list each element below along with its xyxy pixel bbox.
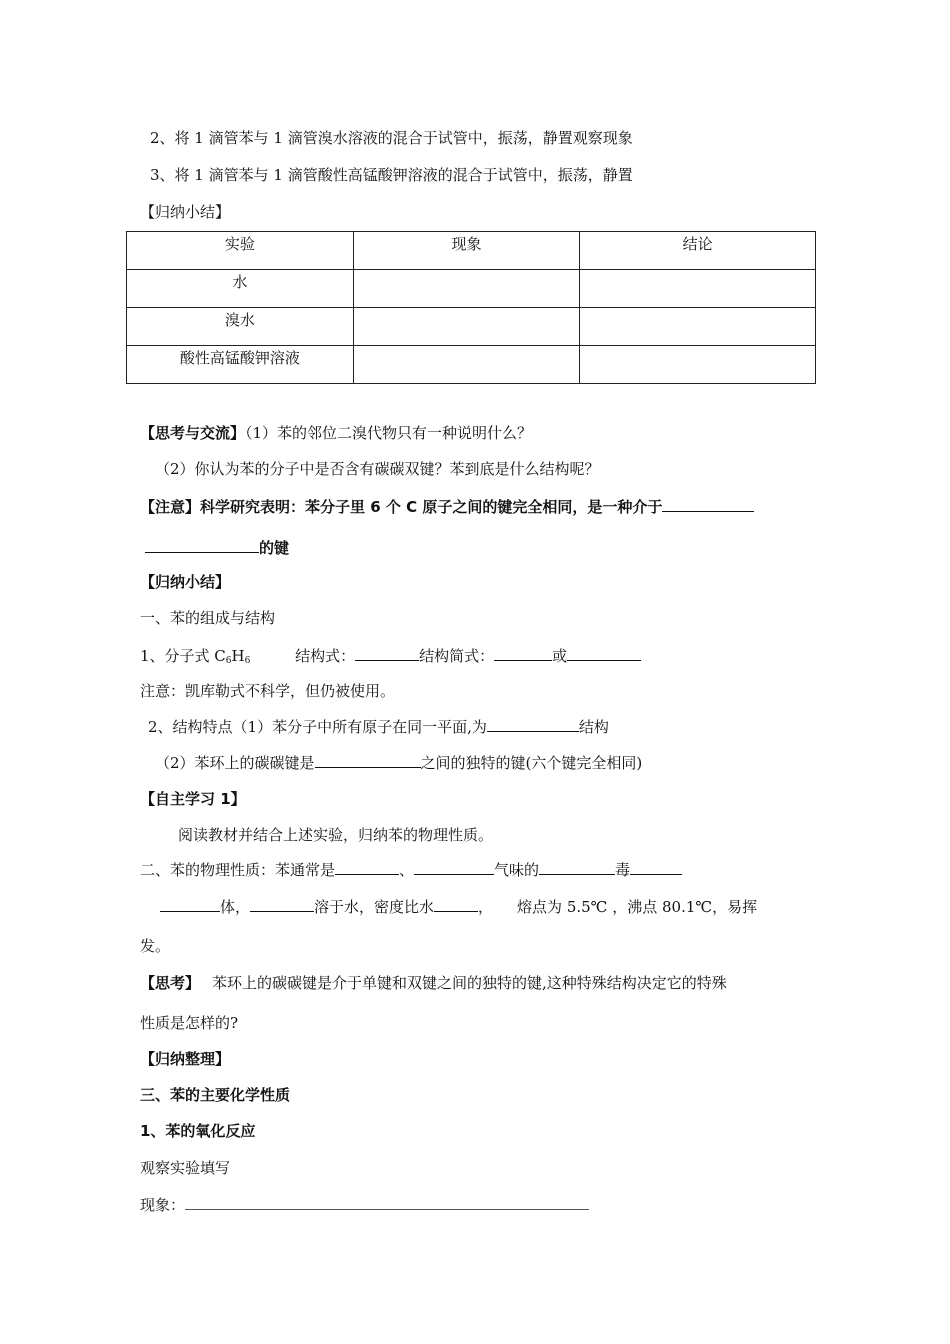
phenomenon-blank[interactable]	[185, 1194, 589, 1210]
kekule-notice: 注意：凯库勒式不科学，但仍被使用。	[140, 682, 396, 700]
organize-heading: 【归纳整理】	[140, 1050, 231, 1068]
note-tail: 的键	[259, 539, 290, 557]
think-line-1	[140, 973, 727, 993]
structural-formula-label: 结构式：	[295, 647, 356, 665]
table-cell[interactable]	[353, 346, 580, 384]
self-study-heading: 【自主学习 1】	[140, 790, 246, 808]
table-header-cell: 现象	[353, 232, 580, 270]
table-cell: 酸性高锰酸钾溶液	[127, 346, 354, 384]
phenomenon-line	[140, 1194, 589, 1215]
table-header-cell: 实验	[127, 232, 354, 270]
formula-h: H	[231, 647, 245, 665]
note-line	[140, 496, 754, 517]
physical-properties-line-3: 发。	[140, 937, 171, 955]
smell-blank[interactable]	[414, 859, 494, 875]
think-label: 【思考】	[140, 974, 201, 992]
think-exchange-question-1: （1）苯的邻位二溴代物只有一种说明什么？	[245, 424, 533, 442]
section-3-title: 三、苯的主要化学性质	[140, 1086, 291, 1104]
note-text: 科学研究表明：苯分子里 6 个 C 原子之间的键完全相同，是一种介于	[200, 498, 663, 516]
feature-2-blank[interactable]	[315, 752, 421, 768]
state-blank-2[interactable]	[160, 896, 220, 912]
feature-1-tail: 结构	[578, 718, 609, 736]
experiment-step-2: 2、将 1 滴管苯与 1 滴管溴水溶液的混合于试管中，振荡，静置观察现象	[150, 129, 633, 147]
think-exchange-label: 【思考与交流】	[140, 424, 246, 442]
feature-1-text: 2、结构特点（1）苯分子中所有原子在同一平面,为	[148, 718, 487, 736]
simple-formula-label: 结构简式：	[419, 647, 495, 665]
summary-heading: 【归纳小结】	[140, 203, 231, 221]
simple-formula-blank-1[interactable]	[494, 645, 552, 661]
structural-formula-blank[interactable]	[355, 645, 419, 661]
density-blank[interactable]	[434, 896, 478, 912]
note-blank-1[interactable]	[662, 496, 754, 512]
toxicity-blank[interactable]	[539, 859, 615, 875]
summary-heading-2: 【归纳小结】	[140, 573, 231, 591]
table-cell[interactable]	[580, 270, 816, 308]
table-header-cell: 结论	[580, 232, 816, 270]
simple-formula-blank-2[interactable]	[567, 645, 641, 661]
phenomenon-label: 现象：	[140, 1196, 186, 1214]
think-exchange-q2: （2）你认为苯的分子中是否含有碳碳双键？苯到底是什么结构呢？	[155, 460, 600, 478]
state-blank[interactable]	[630, 859, 682, 875]
physical-text-b: 、	[399, 861, 415, 879]
feature-2-line	[155, 752, 642, 773]
feature-2-tail: 之间的独特的键(六个键完全相同)	[420, 754, 643, 772]
table-cell[interactable]	[353, 308, 580, 346]
table-row	[127, 346, 816, 384]
note-label: 【注意】	[140, 498, 201, 516]
physical-text-a: 二、苯的物理性质：苯通常是	[140, 861, 336, 879]
table-cell[interactable]	[353, 270, 580, 308]
physical-text-g: ，	[478, 898, 494, 916]
section-1-title: 一、苯的组成与结构	[140, 609, 276, 627]
physical-text-f: 溶于水，密度比水	[314, 898, 435, 916]
solubility-blank[interactable]	[250, 896, 314, 912]
physical-text-c: 气味的	[494, 861, 540, 879]
physical-text-h: 熔点为 5.5℃ ，沸点 80.1℃，易挥	[517, 898, 758, 916]
oxidation-title: 1、苯的氧化反应	[140, 1122, 256, 1140]
experiment-step-3: 3、将 1 滴管苯与 1 滴管酸性高锰酸钾溶液的混合于试管中，振荡，静置	[150, 166, 633, 184]
think-text-1: 苯环上的碳碳键是介于单键和双键之间的独特的键,这种特殊结构决定它的特殊	[212, 974, 727, 992]
table-header-row	[127, 232, 816, 270]
or-text: 或	[552, 647, 568, 665]
feature-2-text: （2）苯环上的碳碳键是	[155, 754, 315, 772]
observe-text: 观察实验填写	[140, 1159, 231, 1177]
table-row	[127, 270, 816, 308]
think-exchange-q1	[140, 423, 532, 443]
table-cell: 溴水	[127, 308, 354, 346]
experiment-table	[126, 231, 816, 384]
note-line-2	[145, 537, 289, 558]
note-blank-2[interactable]	[145, 537, 259, 553]
physical-text-e: 体，	[220, 898, 251, 916]
formula-label: 1、分子式 C	[140, 647, 226, 665]
table-row	[127, 308, 816, 346]
formula-subscript: 6	[244, 656, 251, 666]
color-blank[interactable]	[335, 859, 399, 875]
table-cell[interactable]	[580, 308, 816, 346]
feature-1-line	[148, 716, 609, 737]
physical-properties-line	[140, 859, 682, 880]
think-line-2: 性质是怎样的?	[140, 1014, 239, 1032]
formula-line	[140, 645, 641, 671]
feature-1-blank[interactable]	[487, 716, 579, 732]
self-study-text: 阅读教材并结合上述实验，归纳苯的物理性质。	[178, 826, 494, 844]
table-cell: 水	[127, 270, 354, 308]
physical-text-d: 毒	[615, 861, 631, 879]
physical-properties-line-2	[160, 896, 757, 917]
formula-subscript: 6	[225, 656, 232, 666]
table-cell[interactable]	[580, 346, 816, 384]
